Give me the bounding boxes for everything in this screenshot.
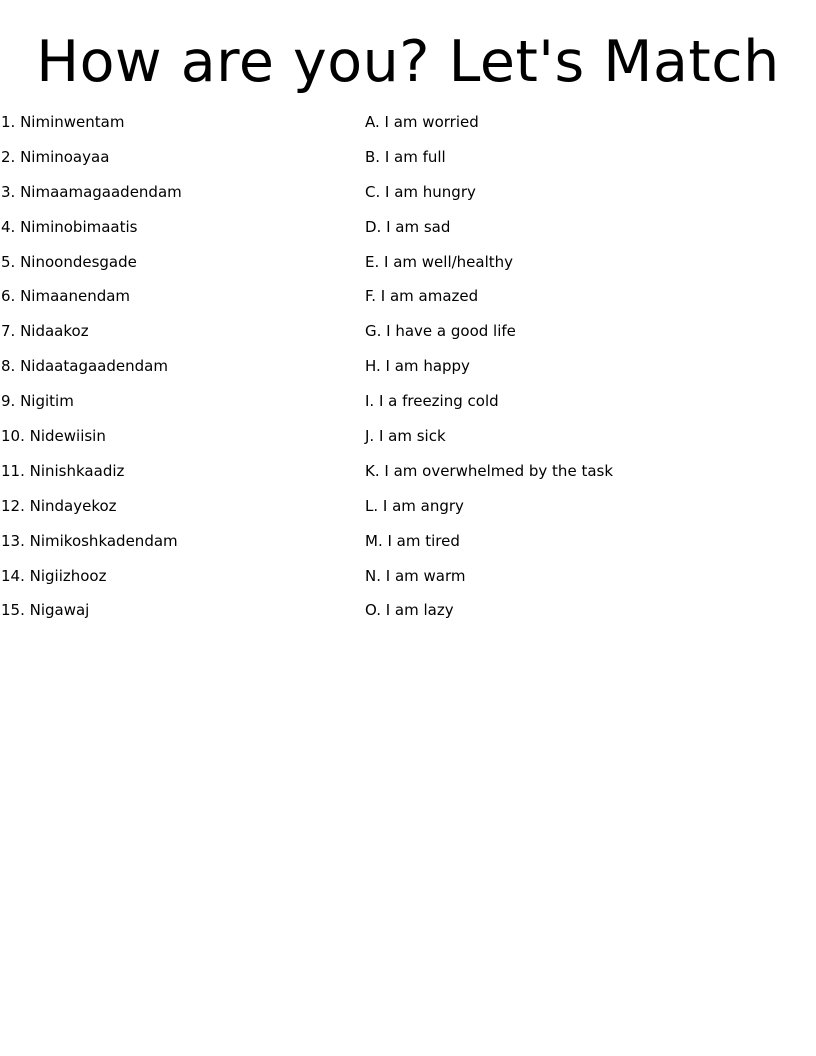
definition-item: D. I am sad — [365, 217, 451, 236]
definition-item: C. I am hungry — [365, 182, 476, 201]
term-item: 7. Nidaakoz — [1, 322, 89, 341]
page-title: How are you? Let's Match — [36, 29, 780, 95]
definition-item: G. I have a good life — [365, 322, 516, 341]
term-item: 6. Nimaanendam — [1, 287, 131, 306]
term-item: 12. Nindayekoz — [1, 496, 117, 515]
definition-item: I. I a freezing cold — [365, 392, 499, 411]
term-item: 3. Nimaamagaadendam — [1, 182, 182, 201]
term-item: 9. Nigitim — [1, 392, 74, 411]
definition-item: J. I am sick — [365, 427, 446, 446]
term-item: 11. Ninishkaadiz — [1, 461, 125, 480]
term-item: 14. Nigiizhooz — [1, 566, 107, 585]
definition-item: N. I am warm — [365, 566, 466, 585]
definition-item: H. I am happy — [365, 357, 470, 376]
definition-item: A. I am worried — [365, 113, 479, 131]
definition-item: B. I am full — [365, 147, 446, 166]
definition-item: O. I am lazy — [365, 601, 454, 620]
term-item: 15. Nigawaj — [1, 601, 90, 620]
term-item: 10. Nidewiisin — [1, 427, 106, 446]
term-item: 5. Ninoondesgade — [1, 252, 137, 271]
term-item: 4. Niminobimaatis — [1, 217, 138, 236]
definition-item: L. I am angry — [365, 496, 464, 515]
term-item: 1. Niminwentam — [1, 113, 125, 131]
definitions-list — [365, 112, 805, 635]
term-item: 2. Niminoayaa — [1, 147, 110, 166]
definition-item: K. I am overwhelmed by the task — [365, 461, 614, 480]
definition-item: E. I am well/healthy — [365, 252, 514, 271]
terms-list — [1, 112, 341, 635]
term-item: 8. Nidaatagaadendam — [1, 357, 168, 376]
definition-item: F. I am amazed — [365, 287, 479, 306]
definition-item: M. I am tired — [365, 531, 460, 550]
term-item: 13. Nimikoshkadendam — [1, 531, 178, 550]
